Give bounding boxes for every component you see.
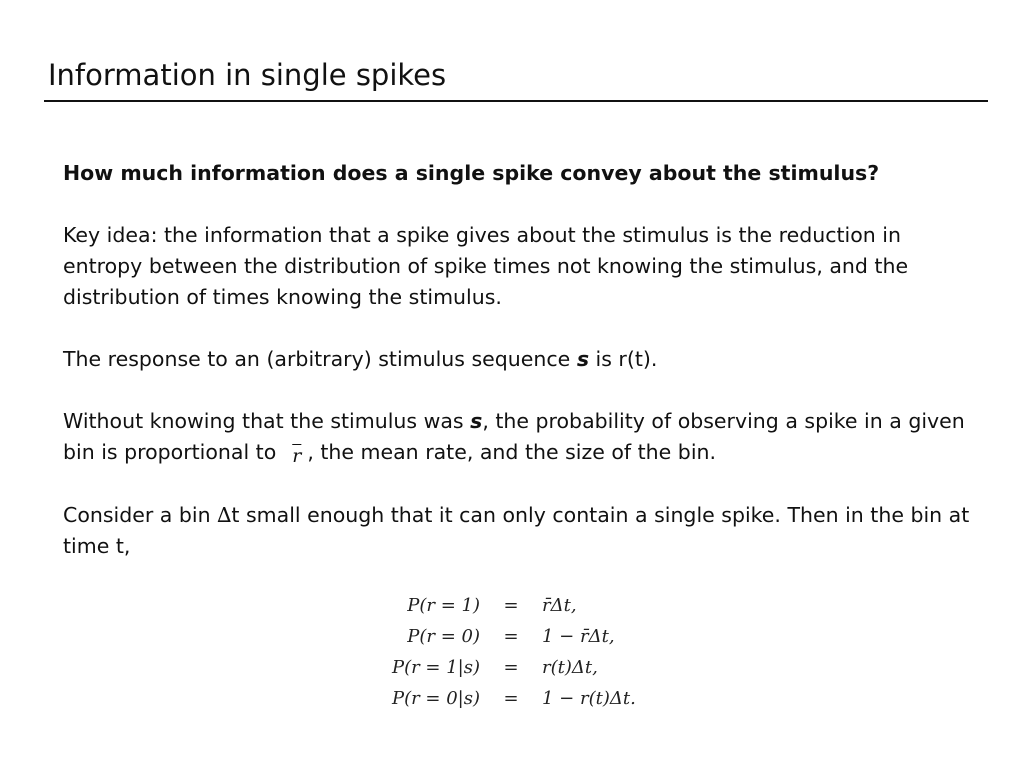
delta-symbol: ∆ [217, 503, 232, 527]
equation-lhs: P(r = 0) [407, 626, 480, 647]
slide-body [63, 158, 983, 593]
equation-block [370, 590, 636, 714]
stimulus-variable: s [470, 409, 483, 433]
equation-rhs: 1 − r̄Δt, [542, 626, 615, 647]
equation-row [370, 683, 636, 714]
slide-title: Information in single spikes [48, 58, 447, 92]
without-knowing-text [63, 406, 983, 469]
equation-equals: = [503, 626, 519, 647]
equation-equals: = [503, 688, 519, 709]
question-text: How much information does a single spike convey about the stimulus? [63, 161, 880, 185]
response-text [63, 344, 983, 375]
equation-lhs: P(r = 1|s) [391, 657, 480, 678]
equation-row [370, 621, 636, 652]
consider-bin-text [63, 500, 983, 562]
equation-equals: = [503, 657, 519, 678]
equation-lhs: P(r = 1) [407, 595, 480, 616]
equation-table [370, 590, 636, 714]
equation-equals: = [503, 595, 519, 616]
equation-row [370, 590, 636, 621]
stimulus-variable: s [576, 347, 590, 371]
response-text-post: is r(t). [589, 347, 658, 371]
equation-rhs: r(t)Δt, [542, 657, 598, 678]
equation-row [370, 652, 636, 683]
title-divider [44, 100, 988, 102]
response-text-pre: The response to an (arbitrary) stimulus sequence [63, 347, 577, 371]
mean-rate-symbol: $\overline{r}$ [292, 445, 302, 467]
equation-lhs: P(r = 0|s) [391, 688, 480, 709]
equation-rhs: 1 − r(t)Δt. [542, 688, 636, 709]
consider-text-pre: Consider a bin [63, 503, 218, 527]
without-text-mid: , the probability of observing a spike in a given bin is proportional to [63, 409, 965, 464]
equation-rhs: r̄Δt, [542, 595, 577, 616]
key-idea-text: Key idea: the information that a spike gives about the stimulus is the reduction in entropy between the distribution of spike times not knowing the stimulus, and the distribution of times knowing the stimulus. [63, 223, 909, 309]
without-text-pre: Without knowing that the stimulus was [63, 409, 471, 433]
without-text-post: , the mean rate, and the size of the bin. [307, 440, 717, 464]
consider-text-post: t small enough that it can only contain a single spike. Then in the bin at time t, [63, 503, 970, 558]
